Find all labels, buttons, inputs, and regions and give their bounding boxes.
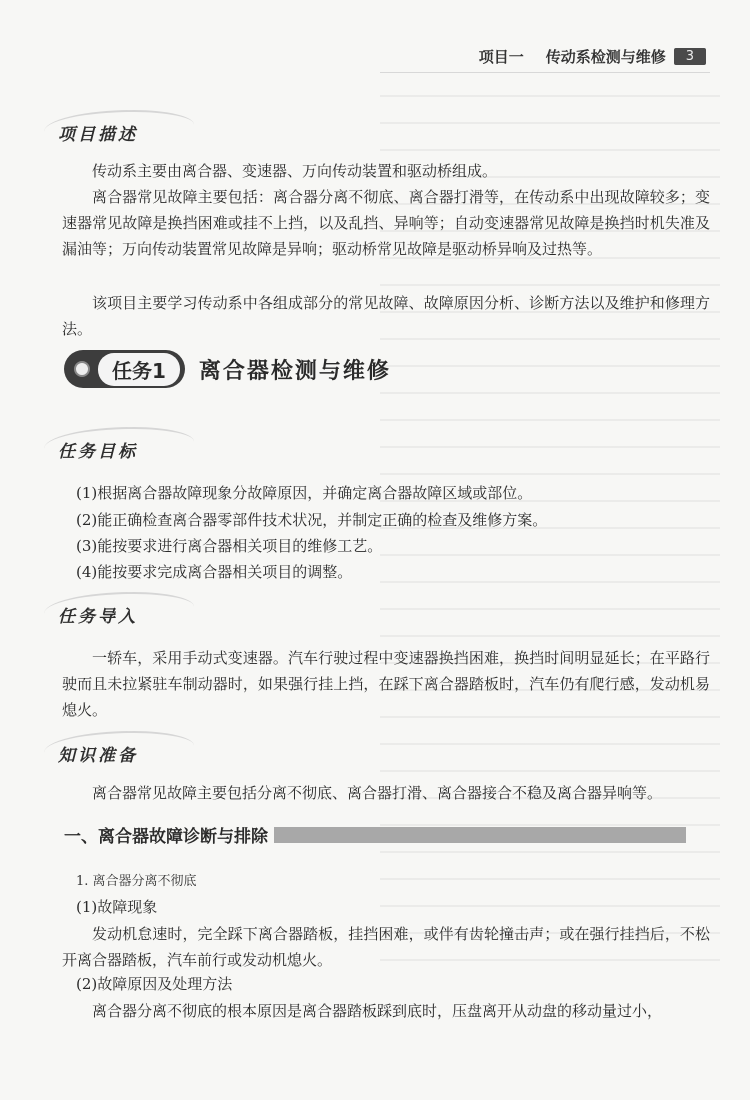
bullet-dot-icon: [74, 361, 90, 377]
task-label: 任务1: [98, 353, 180, 386]
goal-item: (1)根据离合器故障现象分故障原因，并确定离合器故障区域或部位。: [76, 484, 533, 502]
paragraph: 离合器常见故障主要包括分离不彻底、离合器打滑、离合器接合不稳及离合器异响等。: [92, 784, 663, 802]
running-header: [479, 46, 706, 67]
section-heading-task-intro: 任务导入: [58, 602, 138, 627]
section-heading-knowledge: 知识准备: [58, 741, 138, 766]
section-heading-project-description: 项目描述: [58, 120, 138, 145]
goal-item: (3)能按要求进行离合器相关项目的维修工艺。: [76, 537, 383, 555]
paragraph: 该项目主要学习传动系中各组成部分的常见故障、故障原因分析、诊断方法以及维护和修理方法。: [62, 294, 710, 338]
paragraph: 一轿车，采用手动式变速器。汽车行驶过程中变速器换挡困难，换挡时间明显延长；在平路行驶而且未拉紧驻车制动器时，如果强行挂上挡，在踩下离合器踏板时，汽车仍有爬行感，发动机易熄火。: [62, 649, 710, 719]
section-heading-task-goals: 任务目标: [58, 437, 138, 462]
page-number-badge: 3: [674, 48, 706, 65]
paragraph: 发动机怠速时，完全踩下离合器踏板，挂挡困难，或伴有齿轮撞击声；或在强行挂挡后，不松开离合器踏板，汽车前行或发动机熄火。: [62, 925, 710, 969]
subsection-title: 一、离合器故障诊断与排除: [64, 827, 268, 847]
header-title: 传动系检测与维修: [545, 48, 666, 66]
header-chapter: 项目一: [478, 48, 524, 66]
heading-swoosh-ornament: [44, 731, 194, 767]
heading-gray-bar: [274, 827, 686, 843]
subsection-heading: [64, 822, 686, 847]
task-banner: [64, 350, 391, 388]
heading-swoosh-ornament: [44, 110, 194, 146]
task-label-pill: [64, 350, 185, 388]
paragraph: 离合器常见故障主要包括：离合器分离不彻底、离合器打滑等，在传动系中出现故障较多；变速器常见故障是换挡困难或挂不上挡，以及乱挡、异响等；自动变速器常见故障是换挡时机失准及漏油等；万向传动装置常见故障是异响；驱动桥常见故障是驱动桥异响及过热等。: [62, 188, 710, 258]
paragraph: 离合器分离不彻底的根本原因是离合器踏板踩到底时，压盘离开从动盘的移动量过小，: [92, 1002, 663, 1020]
item-title: 1. 离合器分离不彻底: [76, 874, 197, 889]
phenomenon-label: (1)故障现象: [76, 898, 158, 916]
task-title: 离合器检测与维修: [198, 357, 391, 384]
goal-item: (2)能正确检查离合器零部件技术状况，并制定正确的检查及维修方案。: [76, 511, 548, 529]
heading-swoosh-ornament: [44, 427, 194, 463]
goal-item: (4)能按要求完成离合器相关项目的调整。: [76, 563, 353, 581]
cause-label: (2)故障原因及处理方法: [76, 975, 233, 993]
header-divider: [380, 72, 710, 73]
heading-swoosh-ornament: [44, 592, 194, 628]
paragraph: 传动系主要由离合器、变速器、万向传动装置和驱动桥组成。: [92, 162, 498, 180]
